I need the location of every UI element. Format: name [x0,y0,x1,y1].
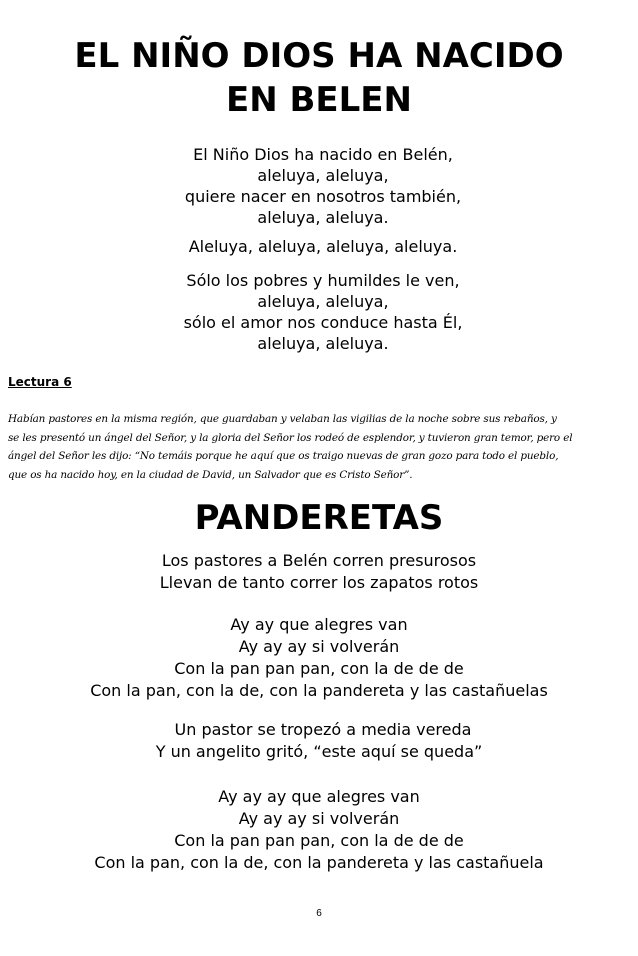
stanza-1 [178,144,468,228]
reading-line: ángel del Señor les dijo: “No temáis porque he aquí que os traigo nuevas de gran gozo para todo el pueblo, [8,450,559,462]
reading-heading: Lectura 6 [8,375,72,389]
reading-line: que os ha nacido hoy, en la ciudad de David, un Salvador que es Cristo Señor”. [8,468,413,481]
verse-line: sólo el amor nos conduce hasta Él, [183,313,463,332]
second-song-title: PANDERETAS [194,498,444,538]
song2-verse-1 [0,550,638,594]
song-line: Con la pan, con la de, con la pandereta y las castañuela [94,853,544,872]
page-number: 6 [316,908,322,919]
song-line: Ay ay ay si volverán [238,809,400,828]
verse-line: aleluya, aleluya, [257,292,389,311]
stanza-2 [178,270,468,354]
reading-line: Habían pastores en la misma región, que guardaban y velaban las vigilias de la noche sobre sus rebaños, y [8,413,557,425]
verse-line: El Niño Dios ha nacido en Belén, [193,145,453,164]
song-title [0,34,638,122]
song-line: Un pastor se tropezó a media vereda [174,720,472,739]
song2-chorus-2 [0,786,638,874]
song-title-line-2: EN BELEN [225,80,412,120]
song-line: Con la pan pan pan, con la de de de [174,659,464,678]
song2-verse-2 [0,719,638,763]
refrain [178,236,468,257]
verse-line: aleluya, aleluya, [257,166,389,185]
song-line: Con la pan, con la de, con la pandereta y las castañuelas [90,681,548,700]
refrain-line: Aleluya, aleluya, aleluya, aleluya. [188,237,458,256]
song-line: Ay ay ay si volverán [238,637,400,656]
verse-line: Sólo los pobres y humildes le ven, [186,271,460,290]
song-line: Ay ay que alegres van [230,615,408,634]
song-line: Y un angelito gritó, “este aquí se queda” [155,742,483,761]
song-title-line-1: EL NIÑO DIOS HA NACIDO [74,36,564,76]
song-line: Con la pan pan pan, con la de de de [174,831,464,850]
verse-line: aleluya, aleluya. [257,334,389,353]
song-line: Llevan de tanto correr los zapatos rotos [159,573,479,592]
song-line: Los pastores a Belén corren presurosos [161,551,477,570]
verse-line: aleluya, aleluya. [257,208,389,227]
reading-paragraph [8,410,630,484]
song2-chorus-1 [0,614,638,702]
reading-line: se les presentó un ángel del Señor, y la gloria del Señor los rodeó de esplendor, y tuvieron gran temor, pero el [8,431,573,444]
verse-line: quiere nacer en nosotros también, [184,187,462,206]
song-line: Ay ay ay que alegres van [218,787,420,806]
